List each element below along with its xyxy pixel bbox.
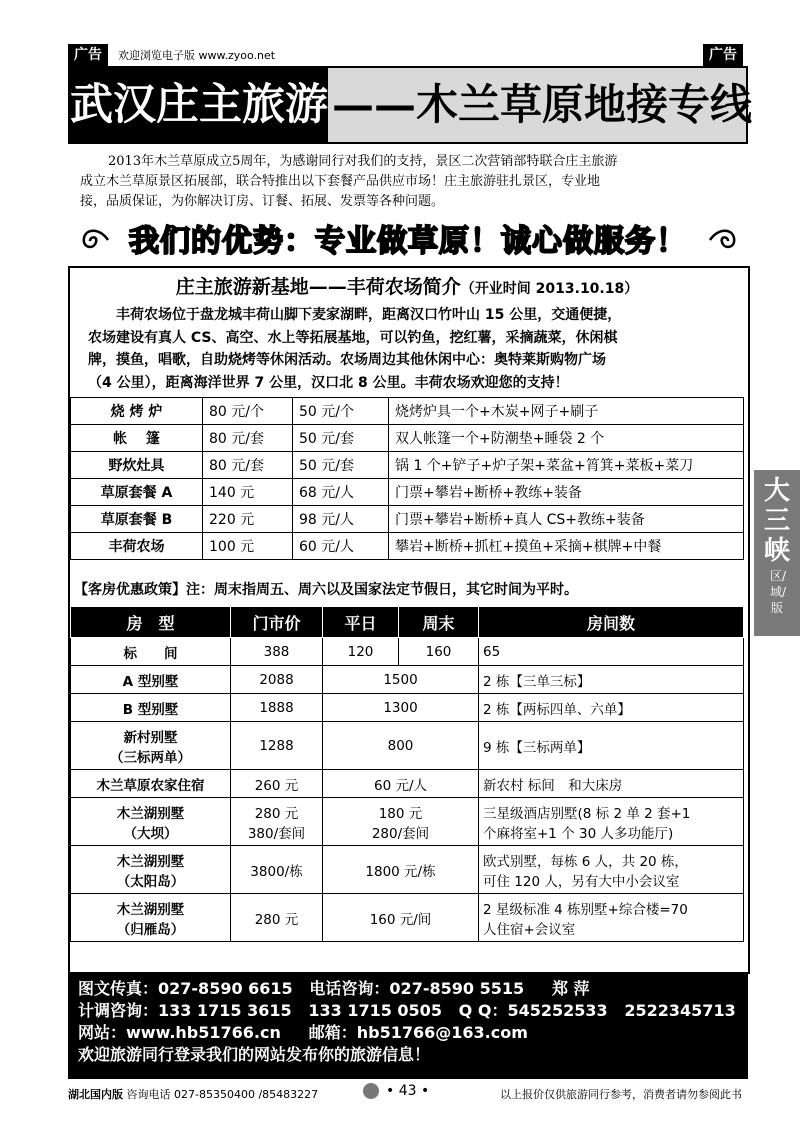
room-row xyxy=(71,694,744,722)
room-row xyxy=(71,894,744,942)
room-price xyxy=(323,798,479,846)
farm-description xyxy=(88,304,621,394)
rooms-table xyxy=(70,606,744,942)
header-weekend: 周末 xyxy=(399,607,479,638)
room-count-line: 2 栋【两标四单、六单】 xyxy=(483,701,631,718)
package-name: 野炊灶具 xyxy=(71,452,203,479)
room-count-line: 个麻将室+1 个 30 人多功能厅) xyxy=(483,825,674,842)
room-retail xyxy=(231,798,323,846)
room-count-line: 欧式别墅，每栋 6 人，共 20 栋， xyxy=(483,853,688,870)
package-name: 丰荷农场 xyxy=(71,533,203,560)
room-price-line: 160 元/间 xyxy=(369,911,432,928)
room-weekend xyxy=(399,638,479,666)
slogan-text: 我们的优势：专业做草原！诚心做服务！ xyxy=(129,224,687,259)
room-type-line: 标 间 xyxy=(123,645,178,662)
package-price-retail: 220 元 xyxy=(203,506,293,533)
package-price-group: 50 元/套 xyxy=(293,425,389,452)
qq-label: Q Q： xyxy=(458,1001,508,1020)
room-retail xyxy=(231,846,323,894)
room-retail-line: 1288 xyxy=(259,737,294,754)
room-retail xyxy=(231,722,323,770)
mobile-1: 133 1715 3615 xyxy=(158,1001,292,1020)
room-type xyxy=(71,666,231,694)
room-price-line: 280/套间 xyxy=(371,825,430,842)
room-count-line: 可住 120 人，另有大中小会议室 xyxy=(483,873,680,890)
room-type xyxy=(71,770,231,798)
tel-label: 电话咨询： xyxy=(309,979,390,998)
package-content: 门票+攀岩+断桥+教练+装备 xyxy=(389,479,744,506)
farm-desc-1: 丰荷农场位于盘龙城丰荷山脚下麦家湖畔，距离汉口竹叶山 15 公里，交通便捷， xyxy=(116,307,622,323)
room-retail xyxy=(231,666,323,694)
farm-title-row xyxy=(72,272,742,299)
title-right: ——木兰草原地接专线 xyxy=(332,80,753,129)
room-type-line: 木兰草原农家住宿 xyxy=(96,777,205,794)
contact-block xyxy=(68,974,748,1078)
web-label: 网站： xyxy=(78,1023,127,1042)
room-type xyxy=(71,722,231,770)
room-count xyxy=(479,722,744,770)
package-row xyxy=(71,506,744,533)
room-weekday xyxy=(323,638,399,666)
farm-title: 庄主旅游新基地——丰荷农场简介 xyxy=(175,276,461,298)
room-count xyxy=(479,798,744,846)
contact-welcome: 欢迎旅游同行登录我们的网站发布你的旅游信息！ xyxy=(78,1045,431,1064)
room-retail-line: 2088 xyxy=(259,671,294,688)
website-link[interactable]: www.hb51766.cn xyxy=(126,1023,281,1042)
fax-number: 027-8590 6615 xyxy=(158,979,293,998)
room-count xyxy=(479,694,744,722)
room-retail-line: 260 元 xyxy=(254,777,299,794)
room-retail xyxy=(231,694,323,722)
room-retail-line: 280 元 xyxy=(254,911,299,928)
flourish-left-icon xyxy=(78,226,112,254)
room-retail-line: 280 元 xyxy=(254,805,299,822)
room-row xyxy=(71,638,744,666)
room-type-line: B 型别墅 xyxy=(122,701,179,718)
package-price-group: 68 元/人 xyxy=(293,479,389,506)
slogan-banner xyxy=(78,222,738,262)
room-count-line: 新农村 标间 和大床房 xyxy=(483,777,623,794)
header-weekday: 平日 xyxy=(323,607,399,638)
room-type xyxy=(71,694,231,722)
room-count xyxy=(479,770,744,798)
room-row xyxy=(71,846,744,894)
package-row xyxy=(71,479,744,506)
room-type xyxy=(71,894,231,942)
room-type xyxy=(71,798,231,846)
room-count xyxy=(479,894,744,942)
room-count-line: 2 栋【三单三标】 xyxy=(483,673,591,690)
contact-row-1 xyxy=(68,978,748,1000)
room-retail-line: 3800/栋 xyxy=(250,863,303,880)
policy-note: 【客房优惠政策】注：周末指周五、周六以及国家法定节假日，其它时间为平时。 xyxy=(74,582,578,598)
package-content: 双人帐篷一个+防潮垫+睡袋 2 个 xyxy=(389,425,744,452)
room-type-line: （大坝） xyxy=(123,825,178,842)
room-count xyxy=(479,638,744,666)
header-type: 房 型 xyxy=(71,607,231,638)
package-content: 门票+攀岩+断桥+真人 CS+教练+装备 xyxy=(389,506,744,533)
room-type-line: （归雁岛） xyxy=(116,921,185,938)
package-price-group: 50 元/个 xyxy=(293,398,389,425)
room-price xyxy=(323,694,479,722)
room-price-line: 1500 xyxy=(383,671,418,688)
package-content: 锅 1 个+铲子+炉子架+菜盆+筲箕+菜板+菜刀 xyxy=(389,452,744,479)
footer-left xyxy=(68,1086,318,1102)
room-type-line: 新村别墅 xyxy=(123,729,178,746)
rooms-header-row xyxy=(71,607,744,638)
room-type-line: A 型别墅 xyxy=(122,673,179,690)
package-row xyxy=(71,452,744,479)
room-type xyxy=(71,846,231,894)
fax-label: 图文传真： xyxy=(78,979,159,998)
room-row xyxy=(71,798,744,846)
package-price-group: 50 元/套 xyxy=(293,452,389,479)
email-link[interactable]: hb51766@163.com xyxy=(356,1023,528,1042)
header-count: 房间数 xyxy=(479,607,744,638)
page-number-row: • 43 • xyxy=(386,1083,430,1099)
ad-label-right: 广告 xyxy=(703,44,743,66)
room-price xyxy=(323,722,479,770)
room-weekday-line: 120 xyxy=(347,643,374,660)
room-count xyxy=(479,666,744,694)
package-name: 草原套餐 A xyxy=(71,479,203,506)
farm-desc-3: 牌，摸鱼，唱歌，自助烧烤等休闲活动。农场周边其他休闲中心：奥特莱斯购物广场 xyxy=(88,352,606,368)
contact-row-2 xyxy=(68,1000,748,1022)
footer-right: 以上报价仅供旅游同行参考，消费者请勿参阅此书 xyxy=(500,1088,742,1101)
qq-1: 545252533 xyxy=(507,1001,608,1020)
room-count-line: 2 星级标准 4 栋别墅+综合楼=70 xyxy=(483,901,688,918)
package-price-group: 98 元/人 xyxy=(293,506,389,533)
intro-line-2: 成立木兰草原景区拓展部，联合特推出以下套餐产品供应市场！庄主旅游驻扎景区，专业地 xyxy=(80,174,601,189)
room-weekend-line: 160 xyxy=(425,643,452,660)
room-row xyxy=(71,722,744,770)
package-price-retail: 100 元 xyxy=(203,533,293,560)
intro-text xyxy=(80,152,617,212)
room-type-line: （三标两单） xyxy=(110,749,191,766)
room-price xyxy=(323,770,479,798)
ad-label-left: 广告 xyxy=(68,44,108,66)
contact-person: 郑 萍 xyxy=(551,979,590,998)
header-retail: 门市价 xyxy=(231,607,323,638)
room-retail-line: 388 xyxy=(263,643,290,660)
qq-2: 2522345713 xyxy=(624,1001,736,1020)
intro-line-1: 2013年木兰草原成立5周年，为感谢同行对我们的支持，景区二次营销部特联合庄主旅游 xyxy=(108,154,618,169)
title-left: 武汉庄主旅游 xyxy=(70,68,328,142)
mobile-label: 计调咨询： xyxy=(78,1001,159,1020)
room-type-line: （太阳岛） xyxy=(116,873,185,890)
farm-desc-4: （4 公里），距离海洋世界 7 公里，汉口北 8 公里。丰荷农场欢迎您的支持！ xyxy=(88,374,569,391)
package-name: 草原套餐 B xyxy=(71,506,203,533)
footer-edition: 湖北国内版 xyxy=(68,1088,123,1101)
side-tab-title: 大三峡 xyxy=(763,476,790,566)
room-retail-line: 380/套间 xyxy=(247,825,306,842)
room-retail xyxy=(231,638,323,666)
room-type xyxy=(71,638,231,666)
package-price-retail: 80 元/个 xyxy=(203,398,293,425)
farm-open-time: （开业时间 2013.10.18） xyxy=(460,281,639,297)
room-count-line: 65 xyxy=(483,643,501,660)
package-content: 烧烤炉具一个+木炭+网子+刷子 xyxy=(389,398,744,425)
room-price xyxy=(323,846,479,894)
room-type-line: 木兰湖别墅 xyxy=(116,805,185,822)
email-label: 邮箱： xyxy=(308,1023,357,1042)
package-content: 攀岩+断桥+抓杠+摸鱼+采摘+棋牌+中餐 xyxy=(389,533,744,560)
room-retail xyxy=(231,770,323,798)
room-retail xyxy=(231,894,323,942)
room-row xyxy=(71,666,744,694)
room-type-line: 木兰湖别墅 xyxy=(116,853,185,870)
room-price xyxy=(323,666,479,694)
room-price-line: 1800 元/栋 xyxy=(365,863,436,880)
package-name: 烧 烤 炉 xyxy=(71,398,203,425)
farm-desc-2: 农场建设有真人 CS、高空、水上等拓展基地，可以钓鱼，挖红薯，采摘蔬菜，休闲棋 xyxy=(88,329,618,346)
package-price-retail: 140 元 xyxy=(203,479,293,506)
packages-table xyxy=(70,397,744,560)
room-price-line: 800 xyxy=(387,737,414,754)
room-price-line: 1300 xyxy=(383,699,418,716)
room-count xyxy=(479,846,744,894)
footer-phone: 咨询电话 027-85350400 /85483227 xyxy=(126,1088,319,1101)
side-tab[interactable] xyxy=(754,470,800,636)
package-price-retail: 80 元/套 xyxy=(203,425,293,452)
page-badge-icon xyxy=(363,1083,379,1099)
package-row xyxy=(71,425,744,452)
room-retail-line: 1888 xyxy=(259,699,294,716)
flourish-right-icon xyxy=(706,226,740,254)
site-text: 欢迎浏览电子版 www.zyoo.net xyxy=(118,49,276,62)
room-price xyxy=(323,894,479,942)
room-count-line: 9 栋【三标两单】 xyxy=(483,739,591,756)
side-tab-subtitle: 区/域/版 xyxy=(770,569,787,615)
room-type-line: 木兰湖别墅 xyxy=(116,901,185,918)
contact-row-3 xyxy=(68,1022,748,1044)
package-price-group: 60 元/人 xyxy=(293,533,389,560)
room-count-line: 三星级酒店别墅(8 标 2 单 2 套+1 xyxy=(483,805,691,822)
mobile-2: 133 1715 0505 xyxy=(308,1001,442,1020)
footer-divider xyxy=(68,1078,748,1079)
page-number: 43 xyxy=(398,1083,417,1099)
package-row xyxy=(71,398,744,425)
room-row xyxy=(71,770,744,798)
tel-number: 027-8590 5515 xyxy=(389,979,525,998)
room-count-line: 人住宿+会议室 xyxy=(483,921,576,938)
intro-line-3: 接，品质保证，为你解决订房、订餐、拓展、发票等各种问题。 xyxy=(80,194,445,209)
package-price-retail: 80 元/套 xyxy=(203,452,293,479)
room-price-line: 180 元 xyxy=(378,805,423,822)
package-name: 帐 篷 xyxy=(71,425,203,452)
package-row xyxy=(71,533,744,560)
room-price-line: 60 元/人 xyxy=(373,777,428,794)
